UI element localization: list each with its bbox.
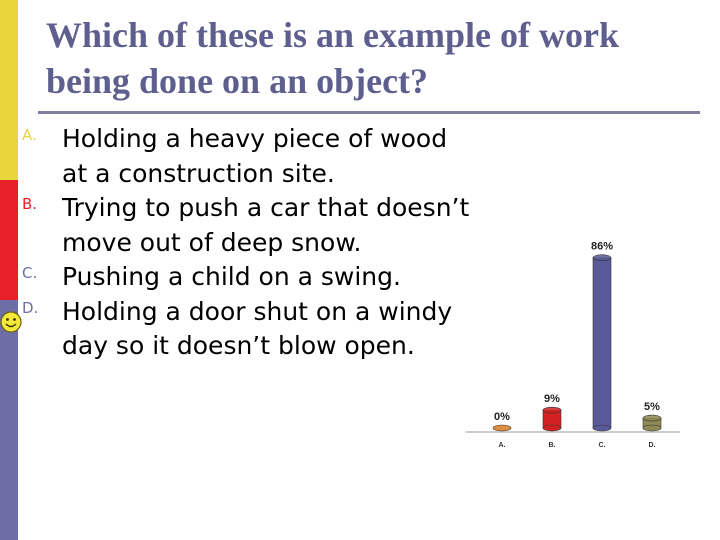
- bar-base: [643, 425, 661, 431]
- bar-base: [543, 425, 561, 431]
- answer-c[interactable]: [0, 260, 470, 295]
- answer-letter: A.: [22, 126, 37, 144]
- bar-value-label: 5%: [644, 401, 660, 414]
- x-tick-label: A.: [498, 442, 506, 449]
- bar-top: [593, 255, 611, 261]
- answer-text: Trying to push a car that doesn’t move out of deep snow.: [62, 193, 470, 257]
- bar-top: [543, 407, 561, 413]
- bar-value-label: 86%: [590, 240, 614, 253]
- answer-a[interactable]: [0, 122, 470, 191]
- answer-text: Holding a heavy piece of wood at a construction site.: [62, 124, 448, 188]
- answer-list: [0, 122, 470, 364]
- slide-title: Which of these is an example of work being done on an object?: [46, 15, 619, 101]
- answer-letter: B.: [22, 195, 38, 213]
- bar-value-label: 9%: [544, 393, 560, 406]
- answer-d[interactable]: [0, 295, 470, 364]
- answer-letter: D.: [22, 298, 39, 317]
- answer-letter: C.: [22, 264, 38, 282]
- bar-top: [493, 425, 511, 431]
- bar-value-label: 0%: [494, 411, 510, 423]
- title-divider: [38, 111, 700, 114]
- bar: [593, 258, 611, 428]
- x-tick-label: B.: [548, 442, 556, 449]
- smiley-face-icon: [0, 311, 22, 333]
- bar-top: [643, 415, 661, 421]
- answer-text: Pushing a child on a swing.: [62, 262, 401, 291]
- results-bar-chart: [462, 220, 686, 460]
- answer-text: Holding a door shut on a windy day so it doesn’t blow open.: [62, 296, 453, 360]
- answer-b[interactable]: [0, 191, 470, 260]
- x-tick-label: D.: [648, 442, 656, 449]
- bar-base: [593, 425, 611, 431]
- x-tick-label: C.: [598, 442, 606, 449]
